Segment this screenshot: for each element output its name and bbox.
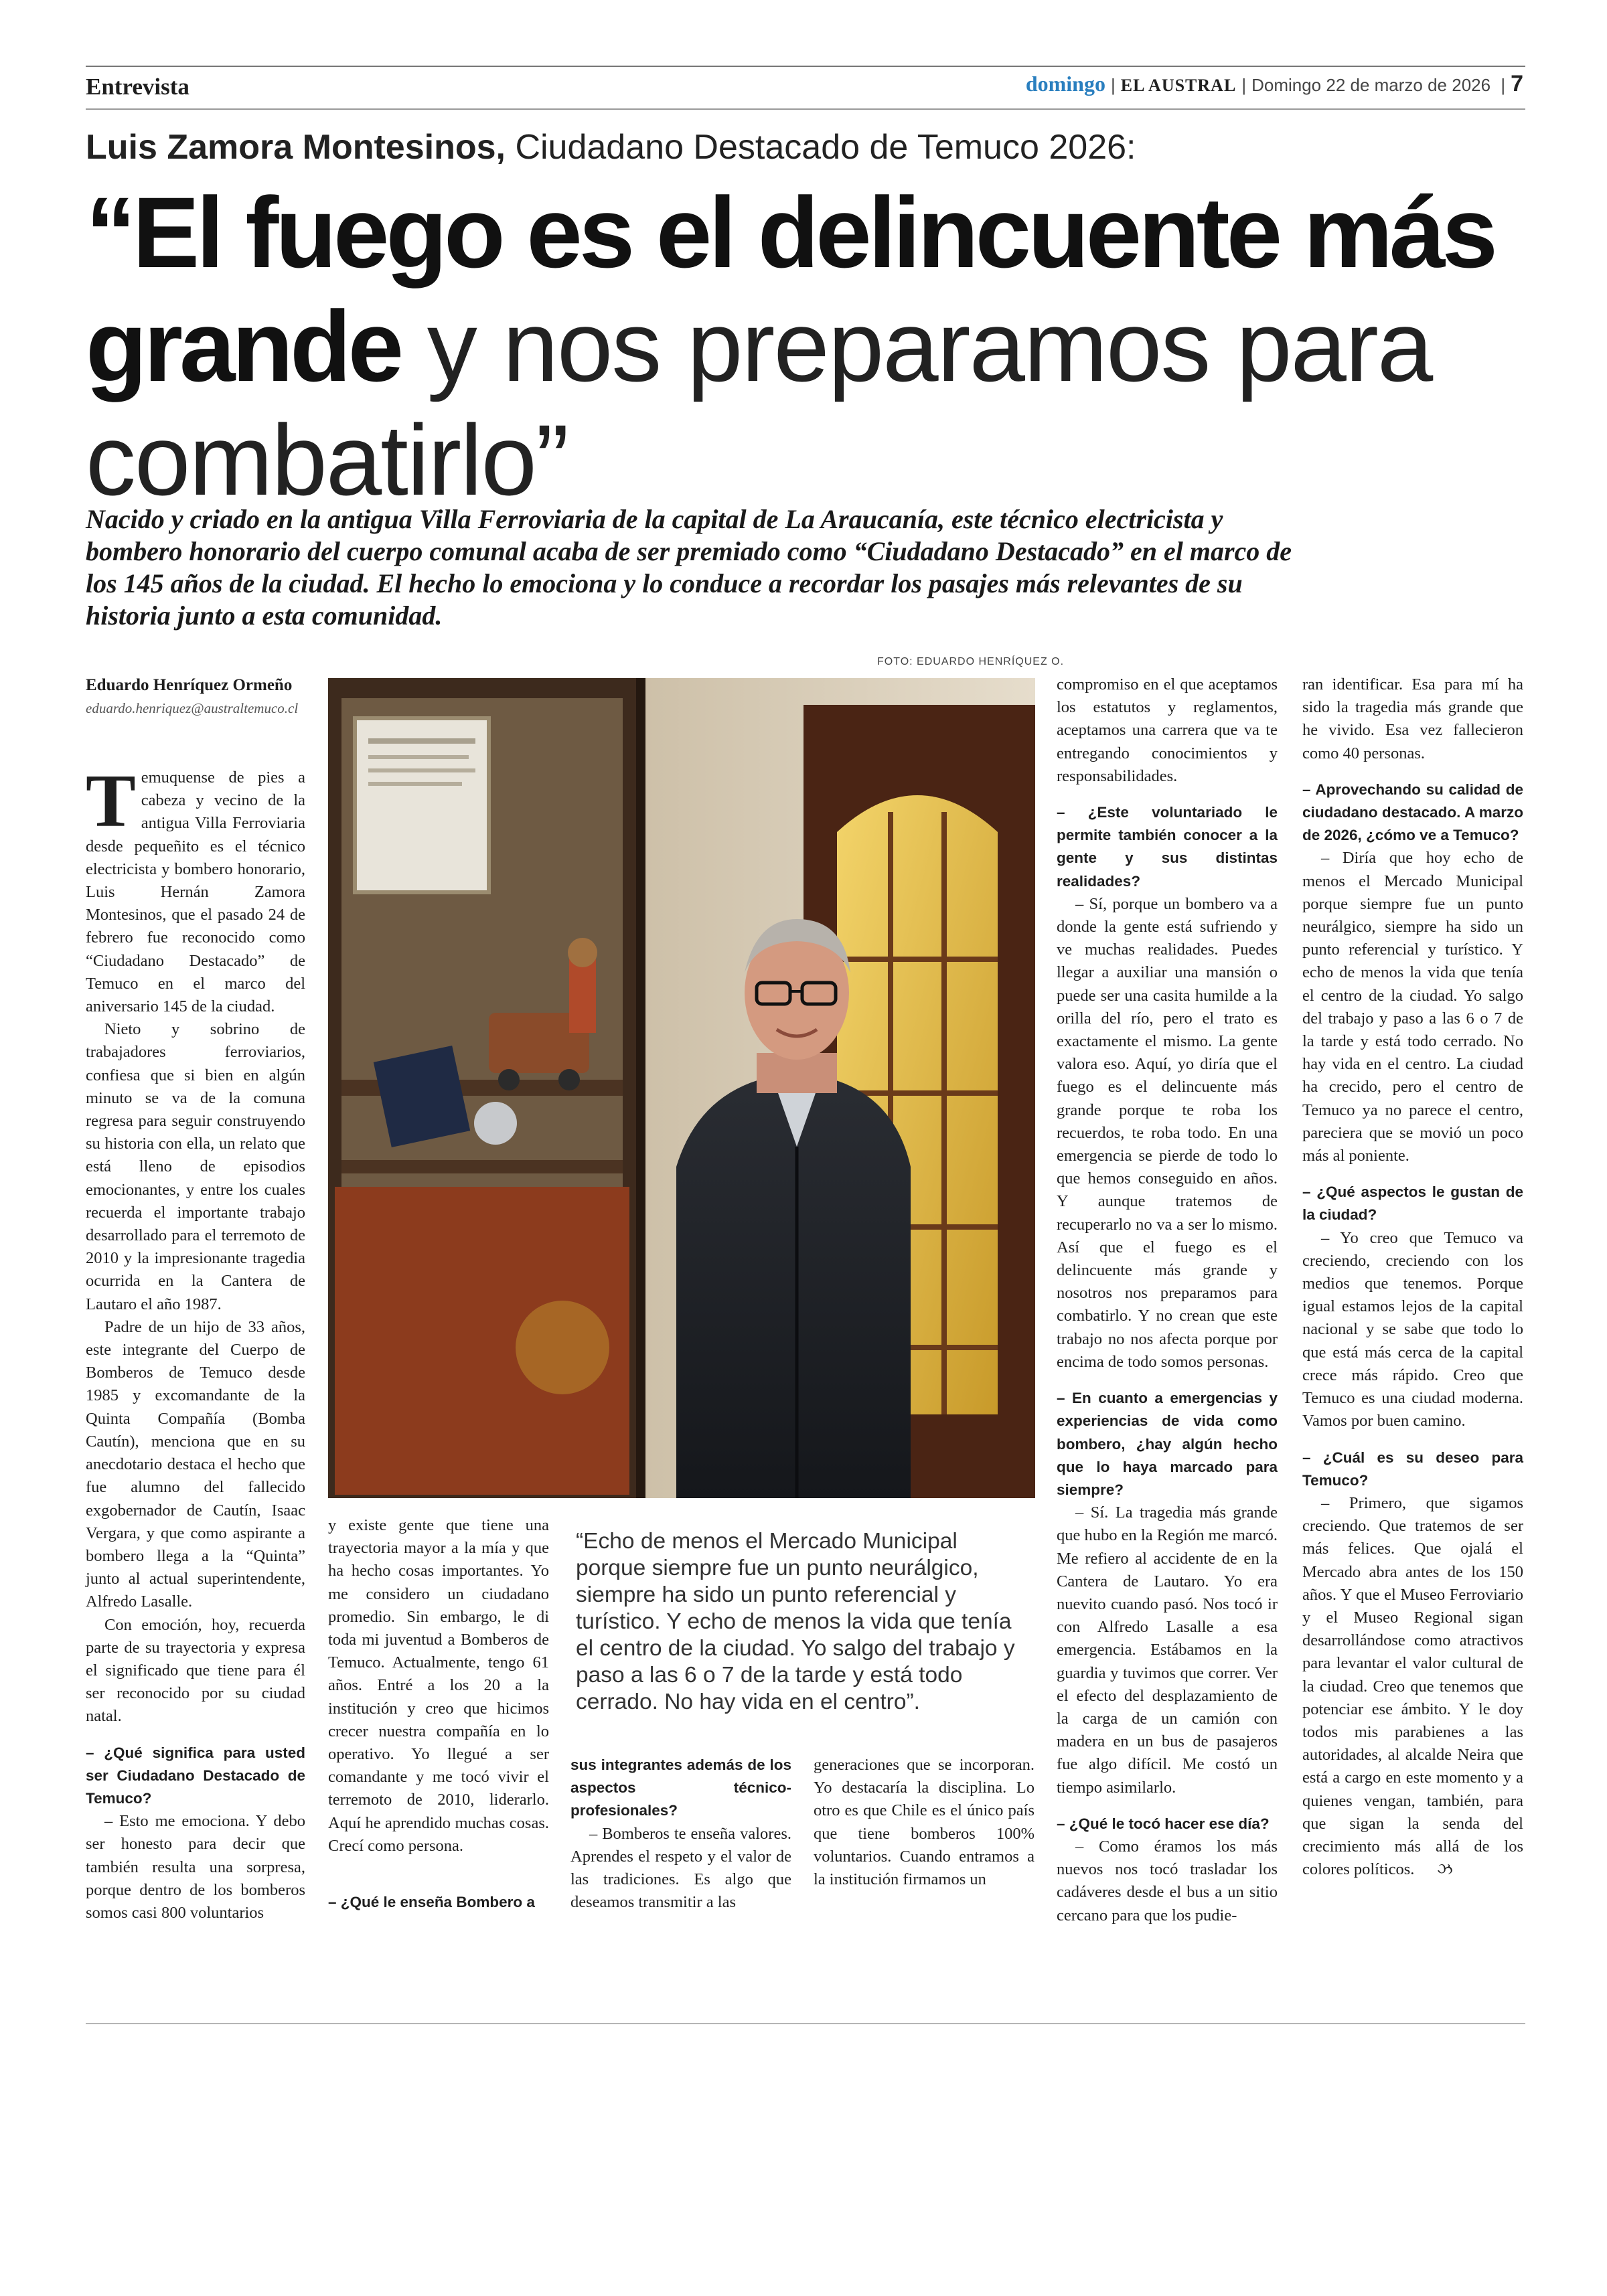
interview-question: – En cuanto a emergencias y experiencias de vida como bombero, ¿hay algún hecho que lo haya marcado para siempre? <box>1057 1390 1278 1498</box>
body-paragraph: Con emoción, hoy, recuerda parte de su trayectoria y expresa el significado que tiene para él ser reconocido por su ciudad natal. <box>86 1615 305 1726</box>
header-rule <box>86 108 1525 110</box>
photo-credit: FOTO: EDUARDO HENRÍQUEZ O. <box>877 656 1065 667</box>
lead-paragraph: Nacido y criado en la antigua Villa Ferroviaria de la capital de La Araucanía, este técnico electricista y bombero honorario del cuerpo comunal acaba de ser premiado como “Ciudadano Destacado” en el marco de los 145 años de la ciudad. El hecho lo emociona y lo conduce a recordar los pasajes más relevantes de su historia junto a esta comunidad. <box>86 504 1292 631</box>
interview-question: – ¿Qué le enseña Bombero a <box>328 1894 535 1911</box>
body-text: emuquense de pies a cabeza y vecino de la antigua Villa Ferroviaria desde pequeñito es el técnico electricista y bombero honorario, Luis Hernán Zamora Montesinos, que el pasado 24 de febrero fue reconocido como “Ciudadano Destacado” de Temuco en el marco del aniversario 145 de la ciudad. <box>86 768 305 1016</box>
page-number: 7 <box>1511 71 1523 96</box>
kicker-name: Luis Zamora Montesinos, <box>86 128 506 167</box>
masthead <box>1026 71 1523 97</box>
top-rule <box>86 66 1525 67</box>
interview-question: – ¿Cuál es su deseo para Temuco? <box>1302 1449 1523 1489</box>
pull-quote: “Echo de menos el Mercado Municipal porque siempre fue un punto neurálgico, siempre ha sido un punto referencial y turístico. Y echo de menos la vida que tenía el centro de la ciudad. Yo salgo del trabajo y paso a las 6 o 7 de la tarde y está todo cerrado. No hay vida en el centro”. <box>576 1529 1015 1714</box>
masthead-date: Domingo 22 de marzo de 2026 <box>1251 75 1491 95</box>
interview-answer: y existe gente que tiene una trayectoria mayor a la mía y que ha hecho cosas importantes. Yo me considero un ciudadano promedio. Sin embargo, le di toda mi juventud a Bomberos de Temuco. Actualmente, tengo 61 años. Entré a los 20 a la institución y creo que hicimos crecer nuestra compañía en lo operativo. Yo llegué a ser comandante y me tocó vivir el terremoto de 2010, liderarlo. Aquí he aprendido muchas cosas. Crecí como persona. <box>328 1516 549 1855</box>
interview-answer: generaciones que se incorporan. Yo destacaría la disciplina. Lo otro es que Chile es el único país que tiene bomberos 100% voluntarios. Cuando entramos a la institución firmamos un <box>814 1756 1035 1889</box>
interview-answer: – Como éramos los más nuevos nos tocó trasladar los cadáveres desde el bus a un sitio cercano para que los pudie- <box>1057 1837 1278 1924</box>
section-label: Entrevista <box>86 74 189 100</box>
interview-answer: – Yo creo que Temuco va creciendo, creciendo con los medios que tenemos. Porque igual estamos lejos de la capital nacional y se sabe que todo lo que está más cerca de la capital crece más rápido. Creo que Temuco es una ciudad moderna. Vamos por buen camino. <box>1302 1228 1523 1430</box>
kicker <box>86 127 1136 167</box>
body-paragraph: Padre de un hijo de 33 años, este integrante del Cuerpo de Bomberos de Temuco desde 1985 y excomandante de la Quinta Compañía (Bomba Cautín), menciona que en su anecdotario destaca el hecho que fue alumno del fallecido exgobernador de Cautín, Isaac Vergara, y que como aspirante a bombero llega a la “Quinta” junto al actual superintendente, Alfredo Lasalle. <box>86 1317 305 1611</box>
interview-answer: ran identificar. Esa para mí ha sido la tragedia más grande que he vivido. Esa vez fallecieron como 40 personas. <box>1302 675 1523 762</box>
byline-email: eduardo.henriquez@australtemuco.cl <box>86 700 299 716</box>
portrait-photo <box>328 678 1035 1498</box>
interview-answer: – Sí, porque un bombero va a donde la gente está sufriendo y ve muchas realidades. Puedes llegar a auxiliar una mansión o puede ser una casita humilde a la orilla del río, pero el trato es exactamente el mismo. La gente valora eso. Aquí, yo diría que el fuego es el delincuente más grande porque te roba los recuerdos, te roba todo. En una emergencia se pierde de todo lo que hemos conseguido en años. Y aunque tratemos de recuperarlo no va a ser lo mismo. Así que el fuego es el delincuente más grande y nosotros nos preparamos para combatirlo. Y no crean que este trabajo no nos afecta porque por encima de todo somos personas. <box>1057 894 1278 1371</box>
interview-answer: – Esto me emociona. Y debo ser honesto para decir que también resulta una sorpresa, porque dentro de los bomberos somos casi 800 voluntarios <box>86 1812 305 1922</box>
interview-answer: – Bomberos te enseña valores. Aprendes el respeto y el valor de las tradiciones. Es algo que deseamos transmitir a las <box>570 1824 791 1912</box>
column-4 <box>814 1754 1035 1891</box>
column-3 <box>570 1754 791 1914</box>
headline-bold: “El fuego es el delincuente más grande <box>86 176 1495 402</box>
masthead-separator: | <box>1241 75 1247 95</box>
interview-answer <box>1302 1492 1523 1881</box>
interview-answer: – Sí. La tragedia más grande que hubo en la Región me marcó. Me refiero al accidente de en la Cantera de Lautaro. Yo era nuevito cuando pasó. Nos tocó ir con Alfredo Lasalle a esa emergencia. Estábamos en la guardia y tuvimos que correr. Ver el efecto del desplazamiento de la carga de un camión con madera en un bus de pasajeros fue algo difícil. Me costó un tiempo asimilarlo. <box>1057 1503 1278 1797</box>
end-mark-icon: ઝ <box>1437 1860 1453 1879</box>
masthead-paper: EL AUSTRAL <box>1120 76 1237 95</box>
interview-question: sus integrantes además de los aspectos técnico-profesionales? <box>570 1756 791 1819</box>
masthead-separator: | <box>1110 75 1116 95</box>
interview-question: – ¿Qué le tocó hacer ese día? <box>1057 1815 1270 1832</box>
column-2 <box>328 1514 549 1914</box>
column-5 <box>1057 673 1278 1927</box>
interview-question: – ¿Este voluntariado le permite también conocer a la gente y sus distintas realidades? <box>1057 804 1278 890</box>
interview-question: – ¿Qué aspectos le gustan de la ciudad? <box>1302 1183 1523 1224</box>
drop-cap: T <box>86 760 136 843</box>
interview-question: – ¿Qué significa para usted ser Ciudadano Destacado de Temuco? <box>86 1744 305 1807</box>
bottom-rule <box>86 2023 1525 2024</box>
body-paragraph: Nieto y sobrino de trabajadores ferroviarios, confiesa que si bien en algún minuto se va de la comuna regresa para seguir construyendo su historia con ella, un relato que está lleno de episodios emocionantes, y entre los cuales recuerda el importante trabajo desarrollado para el terremoto de 2010 y la impresionante tragedia ocurrida en la Cantera de Lautaro el año 1987. <box>86 1020 305 1313</box>
portrait-illustration <box>328 678 1035 1498</box>
body-text: – Primero, que sigamos creciendo. Que tratemos de ser más felices. Que ojalá el Mercado abra antes de los 150 años. Y que el Museo Ferroviario y el Museo Regional sigan desarrollándose como atractivos para levantar el valor cultural de la ciudad. Creo que tenemos que potenciar ese ámbito. Y le doy todos mis parabienes a las autoridades, al alcalde Neira que está a cargo en este momento y a quienes vengan, también, para que sigan la senda del crecimiento más allá de los colores políticos. <box>1302 1493 1523 1879</box>
interview-question: – Aprovechando su calidad de ciudadano destacado. A marzo de 2026, ¿cómo ve a Temuco? <box>1302 781 1523 844</box>
headline <box>86 175 1525 517</box>
interview-answer: – Diría que hoy echo de menos el Mercado Municipal porque siempre fue un punto neurálgico, siempre ha sido un punto referencial y turístico. Y echo de menos la vida que tenía el centro de la ciudad. Yo salgo del trabajo y paso a las 6 o 7 de la tarde y está todo cerrado. No hay vida en el centro. La ciudad ha crecido, pero el centro de Temuco ya no parece el centro, pareciera que se movió un poco más al poniente. <box>1302 849 1523 1165</box>
column-1 <box>86 760 305 1924</box>
byline-author: Eduardo Henríquez Ormeño <box>86 676 293 694</box>
body-paragraph <box>86 760 305 1018</box>
headline-light: y nos preparamos para combatirlo” <box>86 290 1432 516</box>
masthead-brand: domingo <box>1025 72 1105 96</box>
masthead-separator: | <box>1496 75 1506 95</box>
interview-answer: compromiso en el que aceptamos los estatutos y reglamentos, aceptamos una carrera que va te entregando conocimientos y responsabilidades. <box>1057 675 1278 785</box>
column-6 <box>1302 673 1523 1881</box>
kicker-title: Ciudadano Destacado de Temuco 2026: <box>515 128 1136 167</box>
